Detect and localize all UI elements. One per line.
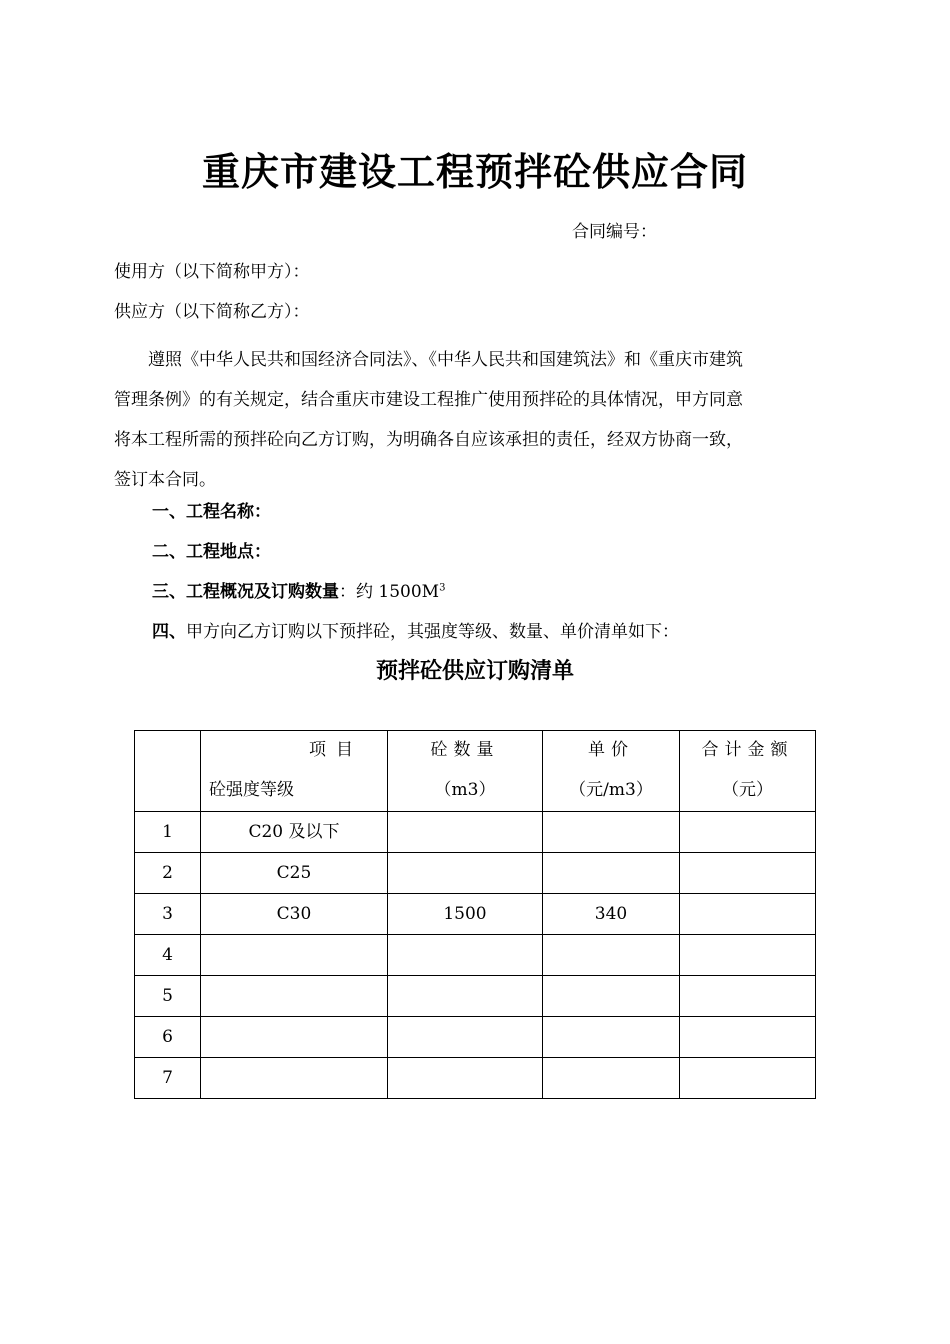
row-price — [543, 1058, 680, 1099]
table-row — [135, 976, 816, 1017]
section-label: 一、工程名称： — [152, 502, 271, 522]
row-price — [543, 976, 680, 1017]
header-total-label: 合计金额 — [701, 740, 794, 760]
row-grade — [201, 1017, 388, 1058]
row-quantity — [388, 1058, 543, 1099]
preamble-line: 管理条例》的有关规定，结合重庆市建设工程推广使用预拌砼的具体情况，甲方同意 — [114, 390, 743, 410]
header-quantity-cell — [388, 731, 543, 812]
order-quantity-value: ：约 1500M — [339, 582, 440, 602]
header-index-cell — [135, 731, 201, 812]
row-total — [680, 935, 816, 976]
preamble-line: 将本工程所需的预拌砼向乙方订购，为明确各自应该承担的责任，经双方协商一致， — [114, 430, 743, 450]
row-total — [680, 894, 816, 935]
row-quantity — [388, 812, 543, 853]
table-header-row — [135, 731, 816, 812]
row-price — [543, 853, 680, 894]
section-project-name — [152, 500, 271, 524]
header-price-unit: （元/m3） — [569, 780, 653, 800]
section-order-intro — [152, 620, 679, 644]
row-total — [680, 1017, 816, 1058]
row-index: 7 — [135, 1058, 201, 1099]
row-quantity — [388, 1017, 543, 1058]
section-label: 三、工程概况及订购数量 — [152, 582, 339, 602]
preamble-paragraph — [114, 340, 838, 500]
row-price — [543, 1017, 680, 1058]
unit-superscript: 3 — [439, 582, 446, 594]
header-total-cell — [680, 731, 816, 812]
header-price-label: 单价 — [588, 740, 634, 760]
section-project-location — [152, 540, 271, 564]
row-index: 5 — [135, 976, 201, 1017]
header-item-label: 项目 — [309, 740, 363, 760]
row-index: 6 — [135, 1017, 201, 1058]
document-title: 重庆市建设工程预拌砼供应合同 — [201, 149, 748, 194]
preamble-line: 签订本合同。 — [114, 470, 216, 490]
row-total — [680, 976, 816, 1017]
header-item-cell — [201, 731, 388, 812]
table-row — [135, 1017, 816, 1058]
row-grade: C30 — [201, 894, 388, 935]
table-row — [135, 812, 816, 853]
table-row — [135, 894, 816, 935]
row-index: 1 — [135, 812, 201, 853]
row-price — [543, 935, 680, 976]
section-label: 四、 — [152, 622, 186, 642]
row-price: 340 — [543, 894, 680, 935]
row-price — [543, 812, 680, 853]
section-project-overview — [152, 580, 445, 604]
order-table — [134, 730, 816, 1099]
row-grade: C25 — [201, 853, 388, 894]
row-index: 3 — [135, 894, 201, 935]
header-quantity-unit: （m3） — [434, 780, 496, 800]
contract-number-label: 合同编号： — [572, 222, 657, 242]
row-grade — [201, 976, 388, 1017]
row-index: 4 — [135, 935, 201, 976]
row-total — [680, 1058, 816, 1099]
row-total — [680, 812, 816, 853]
section-label: 二、工程地点： — [152, 542, 271, 562]
row-total — [680, 853, 816, 894]
table-row — [135, 853, 816, 894]
order-list-title: 预拌砼供应订购清单 — [375, 658, 574, 684]
row-grade — [201, 1058, 388, 1099]
header-grade-label: 砼强度等级 — [209, 780, 294, 800]
row-quantity — [388, 935, 543, 976]
row-quantity: 1500 — [388, 894, 543, 935]
row-grade: C20 及以下 — [201, 812, 388, 853]
preamble-line: 遵照《中华人民共和国经济合同法》、《中华人民共和国建筑法》和《重庆市建筑 — [148, 350, 743, 370]
table-row — [135, 935, 816, 976]
table-row — [135, 1058, 816, 1099]
row-quantity — [388, 976, 543, 1017]
header-quantity-label: 砼数量 — [430, 740, 500, 760]
header-total-unit: （元） — [722, 780, 773, 800]
row-grade — [201, 935, 388, 976]
header-price-cell — [543, 731, 680, 812]
section-text: 甲方向乙方订购以下预拌砼，其强度等级、数量、单价清单如下： — [186, 622, 679, 642]
row-quantity — [388, 853, 543, 894]
row-index: 2 — [135, 853, 201, 894]
party-a-label: 使用方（以下简称甲方）： — [114, 262, 310, 282]
party-b-label: 供应方（以下简称乙方）： — [114, 302, 310, 322]
